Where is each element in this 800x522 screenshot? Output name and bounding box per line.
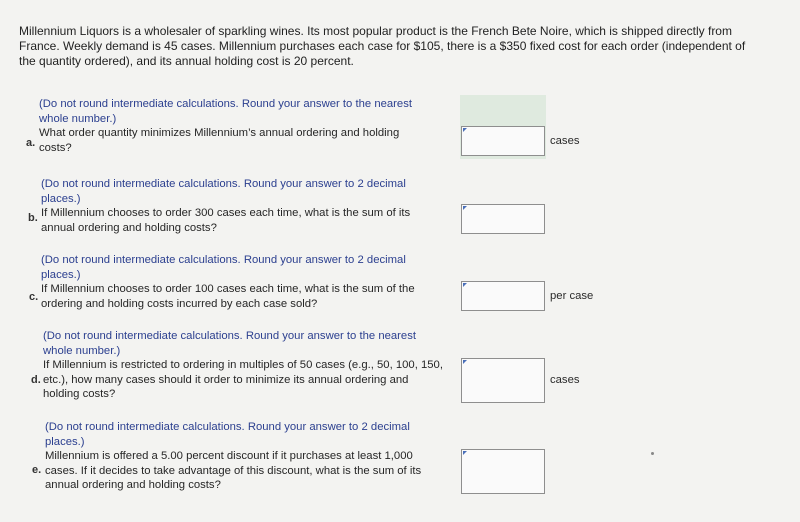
answer-input-e[interactable] <box>461 449 545 494</box>
question-c <box>29 253 426 311</box>
answer-input-b[interactable] <box>461 204 545 234</box>
question-instruction: (Do not round intermediate calculations. Round your answer to the nearest whole number.) <box>43 330 417 357</box>
question-letter: d. <box>31 374 41 386</box>
question-text: What order quantity minimizes Millennium’s annual ordering and holding costs? <box>39 127 400 154</box>
question-letter: b. <box>28 212 38 224</box>
problem-statement: Millennium Liquors is a wholesaler of sparkling wines. Its most popular product is the French Bete Noire, which is shipped directly from France. Weekly demand is 45 cases. Millennium purchases each case for $105, there is a $350 fixed cost for each order (independent of the quantity ordered), and its annual holding cost is 20 percent. <box>19 24 746 68</box>
answer-input-a[interactable] <box>461 126 545 156</box>
question-text: If Millennium chooses to order 300 cases each time, what is the sum of its annual ordering and holding costs? <box>41 207 411 234</box>
question-instruction: (Do not round intermediate calculations. Round your answer to the nearest whole number.) <box>39 98 413 125</box>
question-letter: e. <box>32 464 42 476</box>
question-a <box>26 97 424 155</box>
question-instruction: (Do not round intermediate calculations. Round your answer to 2 decimal places.) <box>41 178 406 205</box>
question-instruction: (Do not round intermediate calculations. Round your answer to 2 decimal places.) <box>41 254 406 281</box>
unit-label-d: cases <box>550 374 580 386</box>
question-b <box>28 177 426 235</box>
question-instruction: (Do not round intermediate calculations. Round your answer to 2 decimal places.) <box>45 421 410 448</box>
question-d <box>31 329 448 402</box>
answer-input-d[interactable] <box>461 358 545 403</box>
question-text: Millennium is offered a 5.00 percent discount if it purchases at least 1,000 cases. If it decides to take advantage of this discount, what is the sum of its annual ordering and holding costs? <box>45 450 422 491</box>
question-text: If Millennium chooses to order 100 cases each time, what is the sum of the ordering and holding costs incurred by each case sold? <box>41 283 415 310</box>
question-e <box>32 420 435 493</box>
unit-label-a: cases <box>550 135 580 147</box>
question-letter: c. <box>29 291 39 303</box>
question-text: If Millennium is restricted to ordering in multiples of 50 cases (e.g., 50, 100, 150, etc.), how many cases should it order to minimize its annual ordering and holding costs? <box>43 359 443 400</box>
unit-label-c: per case <box>550 290 594 302</box>
stray-dot <box>651 452 654 455</box>
answer-input-c[interactable] <box>461 281 545 311</box>
question-letter: a. <box>26 137 36 149</box>
